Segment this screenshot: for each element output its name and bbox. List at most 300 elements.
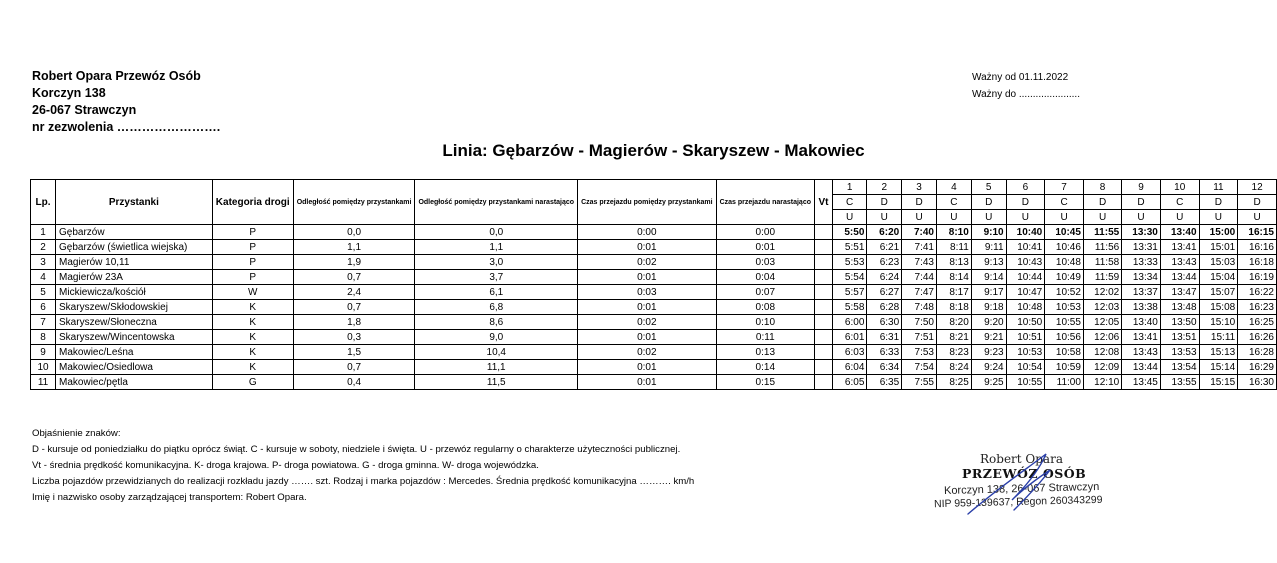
course-type: U — [1199, 210, 1238, 225]
travel-time: 0:01 — [578, 375, 716, 390]
departure-time: 13:41 — [1122, 330, 1161, 345]
departure-time: 6:20 — [867, 225, 902, 240]
departure-time: 7:44 — [902, 270, 937, 285]
cumulative-time: 0:14 — [716, 360, 814, 375]
departure-time: 6:23 — [867, 255, 902, 270]
departure-time: 9:24 — [971, 360, 1006, 375]
departure-time: 15:01 — [1199, 240, 1238, 255]
departure-time: 13:37 — [1122, 285, 1161, 300]
departure-time: 10:46 — [1045, 240, 1084, 255]
course-type: U — [1122, 210, 1161, 225]
departure-time: 9:13 — [971, 255, 1006, 270]
departure-time: 6:33 — [867, 345, 902, 360]
stop-name: Gębarzów (świetlica wiejska) — [56, 240, 213, 255]
legend-heading: Objaśnienie znaków: — [32, 428, 121, 439]
departure-time: 6:01 — [832, 330, 866, 345]
stop-number: 8 — [31, 330, 56, 345]
travel-time: 0:02 — [578, 345, 716, 360]
cumulative-distance: 8,6 — [415, 315, 578, 330]
departure-time: 16:29 — [1238, 360, 1277, 375]
departure-time: 16:30 — [1238, 375, 1277, 390]
departure-time: 10:40 — [1006, 225, 1045, 240]
header-category: Kategoria drogi — [212, 180, 293, 225]
distance: 0,4 — [293, 375, 415, 390]
operator-block — [32, 68, 220, 136]
line-title — [0, 141, 1277, 161]
table-row — [31, 285, 1277, 300]
departure-time: 13:43 — [1160, 255, 1199, 270]
course-number: 10 — [1160, 180, 1199, 195]
departure-time: 7:55 — [902, 375, 937, 390]
cumulative-distance: 11,1 — [415, 360, 578, 375]
departure-time: 15:07 — [1199, 285, 1238, 300]
header-lp: Lp. — [31, 180, 56, 225]
cumulative-distance: 9,0 — [415, 330, 578, 345]
departure-time: 16:18 — [1238, 255, 1277, 270]
departure-time: 13:44 — [1160, 270, 1199, 285]
departure-time: 13:53 — [1160, 345, 1199, 360]
departure-time: 5:51 — [832, 240, 866, 255]
course-days: D — [1238, 195, 1277, 210]
departure-time: 6:05 — [832, 375, 866, 390]
departure-time: 16:23 — [1238, 300, 1277, 315]
legend-line-2: Vt - średnia prędkość komunikacyjna. K- droga krajowa. P- droga powiatowa. G - droga gminna. W- droga wojewódzka. — [32, 460, 539, 471]
course-type: U — [832, 210, 866, 225]
departure-time: 8:21 — [936, 330, 971, 345]
departure-time: 8:11 — [936, 240, 971, 255]
road-category: P — [212, 225, 293, 240]
header-time-cumulative: Czas przejazdu narastająco — [716, 180, 814, 225]
departure-time: 11:56 — [1083, 240, 1121, 255]
distance: 1,5 — [293, 345, 415, 360]
table-row — [31, 255, 1277, 270]
travel-time: 0:02 — [578, 315, 716, 330]
departure-time: 16:15 — [1238, 225, 1277, 240]
departure-time: 15:04 — [1199, 270, 1238, 285]
course-days: D — [971, 195, 1006, 210]
road-category: K — [212, 360, 293, 375]
stamp-line-4: NIP 959-139637, Regon 260343299 — [933, 493, 1103, 511]
travel-time: 0:01 — [578, 270, 716, 285]
road-category: P — [212, 255, 293, 270]
course-number: 9 — [1122, 180, 1161, 195]
road-category: P — [212, 270, 293, 285]
departure-time: 10:56 — [1045, 330, 1084, 345]
departure-time: 15:13 — [1199, 345, 1238, 360]
departure-time: 6:04 — [832, 360, 866, 375]
departure-time: 9:17 — [971, 285, 1006, 300]
departure-time: 16:25 — [1238, 315, 1277, 330]
travel-time: 0:01 — [578, 240, 716, 255]
distance: 0,3 — [293, 330, 415, 345]
header-distance: Odległość pomiędzy przystankami — [293, 180, 415, 225]
course-number: 3 — [902, 180, 937, 195]
course-type: U — [1160, 210, 1199, 225]
table-row — [31, 330, 1277, 345]
departure-time: 6:28 — [867, 300, 902, 315]
vt-cell — [815, 255, 833, 270]
travel-time: 0:00 — [578, 225, 716, 240]
departure-time: 6:30 — [867, 315, 902, 330]
operator-address-1: Korczyn 138 — [32, 86, 106, 100]
departure-time: 13:51 — [1160, 330, 1199, 345]
departure-time: 10:43 — [1006, 255, 1045, 270]
header-stops: Przystanki — [56, 180, 213, 225]
road-category: G — [212, 375, 293, 390]
vt-cell — [815, 315, 833, 330]
vt-cell — [815, 345, 833, 360]
permit-number: nr zezwolenia ……………………. — [32, 120, 221, 134]
stop-name: Makowiec/pętla — [56, 375, 213, 390]
stop-number: 9 — [31, 345, 56, 360]
departure-time: 5:53 — [832, 255, 866, 270]
table-row — [31, 240, 1277, 255]
departure-time: 7:40 — [902, 225, 937, 240]
departure-time: 10:50 — [1006, 315, 1045, 330]
departure-time: 7:47 — [902, 285, 937, 300]
departure-time: 6:24 — [867, 270, 902, 285]
departure-time: 10:49 — [1045, 270, 1084, 285]
departure-time: 6:35 — [867, 375, 902, 390]
stop-number: 7 — [31, 315, 56, 330]
stop-number: 2 — [31, 240, 56, 255]
stop-number: 11 — [31, 375, 56, 390]
departure-time: 9:20 — [971, 315, 1006, 330]
departure-time: 13:40 — [1160, 225, 1199, 240]
departure-time: 15:10 — [1199, 315, 1238, 330]
departure-time: 13:31 — [1122, 240, 1161, 255]
cumulative-distance: 10,4 — [415, 345, 578, 360]
course-days: D — [1199, 195, 1238, 210]
departure-time: 10:48 — [1006, 300, 1045, 315]
departure-time: 15:03 — [1199, 255, 1238, 270]
header-row-courses — [31, 180, 1277, 195]
legend-line-4: Imię i nazwisko osoby zarządzającej transportem: Robert Opara. — [32, 492, 307, 503]
timetable-body — [31, 225, 1277, 390]
table-row — [31, 315, 1277, 330]
departure-time: 15:00 — [1199, 225, 1238, 240]
cumulative-time: 0:07 — [716, 285, 814, 300]
departure-time: 6:27 — [867, 285, 902, 300]
road-category: K — [212, 330, 293, 345]
course-days: D — [1006, 195, 1045, 210]
stop-name: Magierów 23A — [56, 270, 213, 285]
distance: 0,7 — [293, 300, 415, 315]
cumulative-time: 0:08 — [716, 300, 814, 315]
course-type: U — [1006, 210, 1045, 225]
departure-time: 10:58 — [1045, 345, 1084, 360]
cumulative-distance: 6,1 — [415, 285, 578, 300]
company-stamp — [928, 448, 1128, 518]
stop-name: Skaryszew/Wincentowska — [56, 330, 213, 345]
departure-time: 15:15 — [1199, 375, 1238, 390]
vt-cell — [815, 270, 833, 285]
departure-time: 8:18 — [936, 300, 971, 315]
departure-time: 7:53 — [902, 345, 937, 360]
course-type: U — [936, 210, 971, 225]
course-number: 7 — [1045, 180, 1084, 195]
departure-time: 7:54 — [902, 360, 937, 375]
cumulative-time: 0:11 — [716, 330, 814, 345]
travel-time: 0:02 — [578, 255, 716, 270]
course-days: D — [1122, 195, 1161, 210]
stop-number: 4 — [31, 270, 56, 285]
table-row — [31, 225, 1277, 240]
departure-time: 10:54 — [1006, 360, 1045, 375]
departure-time: 16:19 — [1238, 270, 1277, 285]
departure-time: 5:57 — [832, 285, 866, 300]
valid-to: Ważny do ...................... — [972, 89, 1080, 100]
departure-time: 7:48 — [902, 300, 937, 315]
vt-cell — [815, 375, 833, 390]
departure-time: 7:43 — [902, 255, 937, 270]
departure-time: 8:13 — [936, 255, 971, 270]
departure-time: 9:11 — [971, 240, 1006, 255]
departure-time: 8:14 — [936, 270, 971, 285]
departure-time: 13:45 — [1122, 375, 1161, 390]
cumulative-time: 0:00 — [716, 225, 814, 240]
course-number: 12 — [1238, 180, 1277, 195]
departure-time: 8:24 — [936, 360, 971, 375]
departure-time: 13:34 — [1122, 270, 1161, 285]
validity-block — [972, 69, 1080, 103]
departure-time: 8:23 — [936, 345, 971, 360]
departure-time: 11:00 — [1045, 375, 1084, 390]
distance: 2,4 — [293, 285, 415, 300]
departure-time: 10:55 — [1006, 375, 1045, 390]
course-type: U — [867, 210, 902, 225]
departure-time: 5:58 — [832, 300, 866, 315]
departure-time: 12:09 — [1083, 360, 1121, 375]
valid-from: Ważny od 01.11.2022 — [972, 72, 1069, 83]
legend-line-1: D - kursuje od poniedziałku do piątku oprócz świąt. C - kursuje w soboty, niedziele i święta. U - przewóz regularny o charakterze użyteczności publicznej. — [32, 444, 681, 455]
course-days: D — [902, 195, 937, 210]
stamp-line-3: Korczyn 138, 26-067 Strawczyn — [943, 480, 1100, 498]
vt-cell — [815, 360, 833, 375]
departure-time: 16:26 — [1238, 330, 1277, 345]
course-days: C — [936, 195, 971, 210]
departure-time: 12:08 — [1083, 345, 1121, 360]
departure-time: 13:43 — [1122, 345, 1161, 360]
table-row — [31, 300, 1277, 315]
departure-time: 7:50 — [902, 315, 937, 330]
course-number: 6 — [1006, 180, 1045, 195]
departure-time: 12:03 — [1083, 300, 1121, 315]
cumulative-distance: 0,0 — [415, 225, 578, 240]
departure-time: 10:45 — [1045, 225, 1084, 240]
departure-time: 9:21 — [971, 330, 1006, 345]
course-days: C — [1160, 195, 1199, 210]
departure-time: 15:08 — [1199, 300, 1238, 315]
vt-cell — [815, 240, 833, 255]
travel-time: 0:01 — [578, 360, 716, 375]
course-days: D — [867, 195, 902, 210]
stop-name: Makowiec/Osiedlowa — [56, 360, 213, 375]
departure-time: 9:23 — [971, 345, 1006, 360]
departure-time: 9:18 — [971, 300, 1006, 315]
course-type: U — [971, 210, 1006, 225]
departure-time: 10:44 — [1006, 270, 1045, 285]
departure-time: 9:14 — [971, 270, 1006, 285]
stop-number: 6 — [31, 300, 56, 315]
departure-time: 6:31 — [867, 330, 902, 345]
course-number: 5 — [971, 180, 1006, 195]
departure-time: 10:55 — [1045, 315, 1084, 330]
departure-time: 16:16 — [1238, 240, 1277, 255]
cumulative-distance: 11,5 — [415, 375, 578, 390]
departure-time: 5:54 — [832, 270, 866, 285]
legend-line-3: Liczba pojazdów przewidzianych do realizacji rozkładu jazdy ……. szt. Rodzaj i marka pojazdów : Mercedes. Średnia prędkość komunikacyjna ………. km/h — [32, 476, 695, 487]
stop-number: 1 — [31, 225, 56, 240]
departure-time: 9:25 — [971, 375, 1006, 390]
road-category: K — [212, 345, 293, 360]
departure-time: 13:33 — [1122, 255, 1161, 270]
table-row — [31, 345, 1277, 360]
departure-time: 8:17 — [936, 285, 971, 300]
travel-time: 0:03 — [578, 285, 716, 300]
departure-time: 12:06 — [1083, 330, 1121, 345]
road-category: W — [212, 285, 293, 300]
road-category: P — [212, 240, 293, 255]
course-number: 4 — [936, 180, 971, 195]
course-number: 11 — [1199, 180, 1238, 195]
vt-cell — [815, 285, 833, 300]
stop-name: Magierów 10,11 — [56, 255, 213, 270]
departure-time: 8:20 — [936, 315, 971, 330]
distance: 0,0 — [293, 225, 415, 240]
distance: 0,7 — [293, 360, 415, 375]
departure-time: 10:52 — [1045, 285, 1084, 300]
course-type: U — [1045, 210, 1084, 225]
departure-time: 10:47 — [1006, 285, 1045, 300]
departure-time: 8:25 — [936, 375, 971, 390]
departure-time: 10:59 — [1045, 360, 1084, 375]
signature-icon — [928, 448, 1128, 518]
table-row — [31, 360, 1277, 375]
road-category: K — [212, 315, 293, 330]
stop-name: Skaryszew/Skłodowskiej — [56, 300, 213, 315]
departure-time: 13:47 — [1160, 285, 1199, 300]
operator-address-2: 26-067 Strawczyn — [32, 103, 137, 117]
stamp-line-1: Robert Opara — [980, 452, 1063, 466]
departure-time: 6:00 — [832, 315, 866, 330]
departure-time: 8:10 — [936, 225, 971, 240]
departure-time: 7:51 — [902, 330, 937, 345]
departure-time: 13:48 — [1160, 300, 1199, 315]
cumulative-time: 0:10 — [716, 315, 814, 330]
travel-time: 0:01 — [578, 300, 716, 315]
road-category: K — [212, 300, 293, 315]
departure-time: 12:05 — [1083, 315, 1121, 330]
course-type: U — [1238, 210, 1277, 225]
departure-time: 6:21 — [867, 240, 902, 255]
departure-time: 10:41 — [1006, 240, 1045, 255]
departure-time: 13:55 — [1160, 375, 1199, 390]
course-number: 2 — [867, 180, 902, 195]
departure-time: 13:54 — [1160, 360, 1199, 375]
departure-time: 11:59 — [1083, 270, 1121, 285]
vt-cell — [815, 225, 833, 240]
course-days: C — [1045, 195, 1084, 210]
departure-time: 15:14 — [1199, 360, 1238, 375]
cumulative-distance: 1,1 — [415, 240, 578, 255]
cumulative-time: 0:15 — [716, 375, 814, 390]
stop-name: Makowiec/Leśna — [56, 345, 213, 360]
cumulative-distance: 3,0 — [415, 255, 578, 270]
vt-cell — [815, 330, 833, 345]
departure-time: 12:02 — [1083, 285, 1121, 300]
departure-time: 11:58 — [1083, 255, 1121, 270]
table-row — [31, 270, 1277, 285]
cumulative-time: 0:04 — [716, 270, 814, 285]
stop-number: 5 — [31, 285, 56, 300]
departure-time: 10:51 — [1006, 330, 1045, 345]
departure-time: 6:03 — [832, 345, 866, 360]
departure-time: 15:11 — [1199, 330, 1238, 345]
departure-time: 7:41 — [902, 240, 937, 255]
distance: 1,9 — [293, 255, 415, 270]
departure-time: 13:44 — [1122, 360, 1161, 375]
vt-cell — [815, 300, 833, 315]
departure-time: 12:10 — [1083, 375, 1121, 390]
departure-time: 13:41 — [1160, 240, 1199, 255]
cumulative-distance: 6,8 — [415, 300, 578, 315]
distance: 1,8 — [293, 315, 415, 330]
cumulative-time: 0:03 — [716, 255, 814, 270]
stop-name: Skaryszew/Słoneczna — [56, 315, 213, 330]
stop-name: Gębarzów — [56, 225, 213, 240]
header-time: Czas przejazdu pomiędzy przystankami — [578, 180, 716, 225]
distance: 0,7 — [293, 270, 415, 285]
departure-time: 11:55 — [1083, 225, 1121, 240]
table-row — [31, 375, 1277, 390]
departure-time: 13:38 — [1122, 300, 1161, 315]
departure-time: 6:34 — [867, 360, 902, 375]
cumulative-time: 0:13 — [716, 345, 814, 360]
course-days: D — [1083, 195, 1121, 210]
departure-time: 16:28 — [1238, 345, 1277, 360]
departure-time: 16:22 — [1238, 285, 1277, 300]
stop-name: Mickiewicza/kościół — [56, 285, 213, 300]
stop-number: 3 — [31, 255, 56, 270]
stop-number: 10 — [31, 360, 56, 375]
departure-time: 10:48 — [1045, 255, 1084, 270]
line-title-text: Linia: Gębarzów - Magierów - Skaryszew - Makowiec — [442, 141, 865, 160]
course-type: U — [902, 210, 937, 225]
operator-name: Robert Opara Przewóz Osób — [32, 69, 201, 83]
cumulative-time: 0:01 — [716, 240, 814, 255]
header-vt: Vt — [815, 180, 833, 225]
departure-time: 13:30 — [1122, 225, 1161, 240]
cumulative-distance: 3,7 — [415, 270, 578, 285]
legend — [32, 426, 694, 506]
departure-time: 13:40 — [1122, 315, 1161, 330]
header-cumulative: Odległość pomiędzy przystankami narastająco — [415, 180, 578, 225]
departure-time: 5:50 — [832, 225, 866, 240]
departure-time: 10:53 — [1006, 345, 1045, 360]
course-days: C — [832, 195, 866, 210]
travel-time: 0:01 — [578, 330, 716, 345]
stamp-line-2: PRZEWÓZ OSÓB — [962, 466, 1087, 481]
timetable — [30, 179, 1277, 390]
departure-time: 10:53 — [1045, 300, 1084, 315]
departure-time: 9:10 — [971, 225, 1006, 240]
departure-time: 13:50 — [1160, 315, 1199, 330]
course-type: U — [1083, 210, 1121, 225]
course-number: 1 — [832, 180, 866, 195]
distance: 1,1 — [293, 240, 415, 255]
course-number: 8 — [1083, 180, 1121, 195]
